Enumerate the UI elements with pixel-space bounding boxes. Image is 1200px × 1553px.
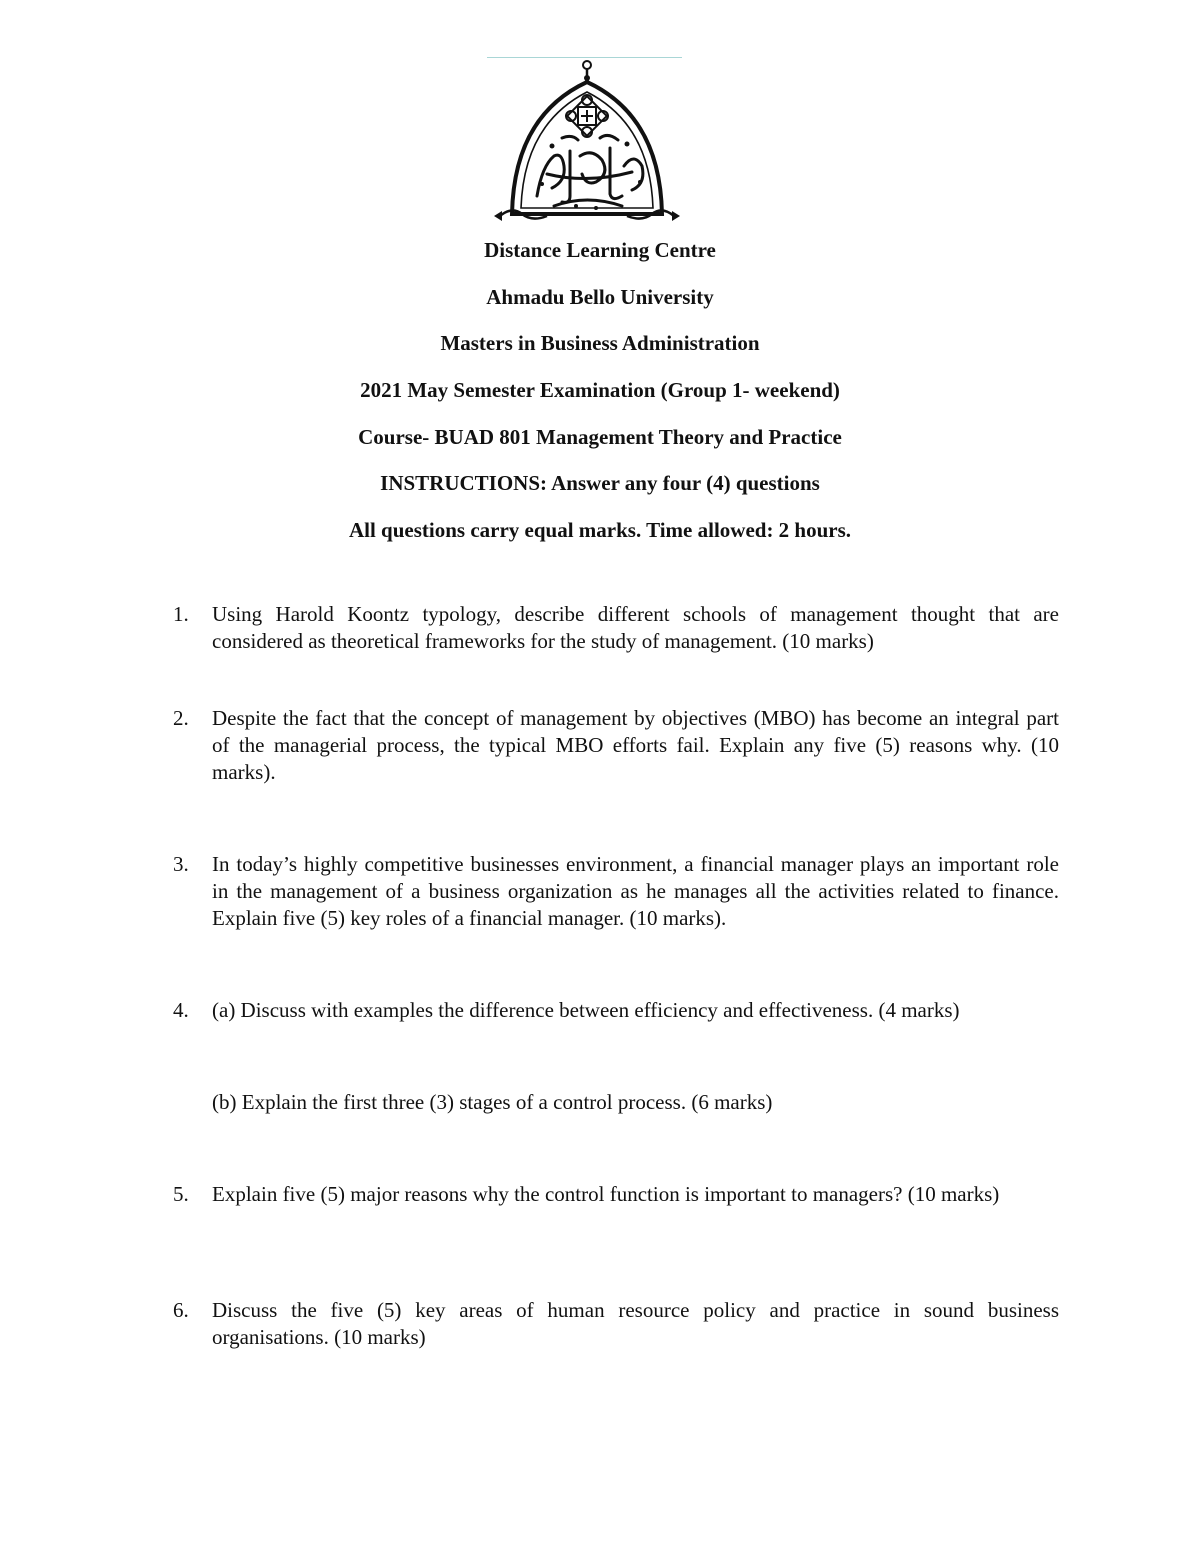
question-text: Using Harold Koontz typology, describe different schools of management thought that are considered as theoretical frameworks for the study of management. (10 marks) [212,602,1059,653]
question-text: (b) Explain the first three (3) stages of a control process. (6 marks) [212,1090,773,1114]
programme-name: Masters in Business Administration [440,331,760,355]
question-text: Despite the fact that the concept of management by objectives (MBO) has become an integral part of the managerial process, the typical MBO efforts fail. Explain any five (5) reasons why. (10 marks). [212,706,1059,784]
question-3 [173,851,1059,932]
question-number: 5. [173,1182,189,1206]
question-4b [173,1089,1059,1116]
question-4a [173,997,1059,1024]
question-number: 4. [173,998,189,1022]
centre-name: Distance Learning Centre [484,238,716,262]
question-number: 2. [173,706,189,730]
marks-time-note: All questions carry equal marks. Time allowed: 2 hours. [348,518,852,542]
university-name: Ahmadu Bello University [486,285,714,309]
question-text: In today’s highly competitive businesses environment, a financial manager plays an important role in the management of a business organization as he manages all the activities related to finance. Explain five (5) key roles of a financial manager. (10 marks). [212,852,1059,930]
university-crest-logo [492,56,682,228]
question-number: 6. [173,1298,189,1322]
question-text: Explain five (5) major reasons why the control function is important to managers? (10 marks) [212,1182,1000,1206]
question-1 [173,601,1059,655]
question-text: (a) Discuss with examples the difference between efficiency and effectiveness. (4 marks) [212,998,960,1022]
question-5 [173,1181,1059,1208]
question-6 [173,1297,1059,1351]
question-number: 3. [173,852,189,876]
exam-title: 2021 May Semester Examination (Group 1- weekend) [360,378,840,402]
question-2 [173,705,1059,786]
question-text: Discuss the five (5) key areas of human resource policy and practice in sound business organisations. (10 marks) [212,1298,1059,1349]
course-title: Course- BUAD 801 Management Theory and Practice [358,425,842,449]
question-number: 1. [173,602,189,626]
instructions: INSTRUCTIONS: Answer any four (4) questions [380,471,820,495]
